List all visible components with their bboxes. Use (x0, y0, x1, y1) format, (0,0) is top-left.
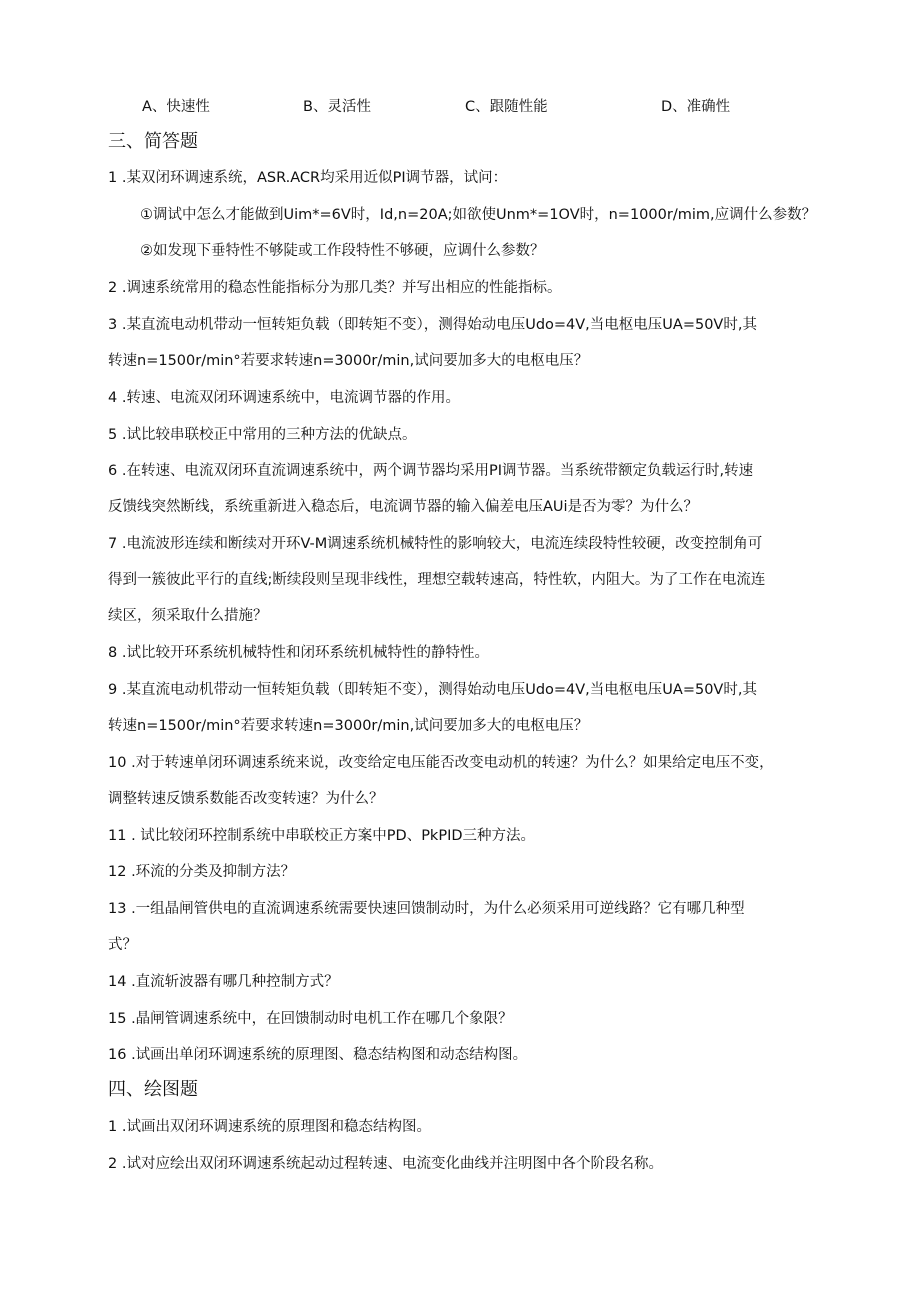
question-number: 14 (108, 974, 127, 990)
question-text: .试比较开环系统机械特性和闭环系统机械特性的静特性。 (121, 645, 489, 661)
question-9-line-2: 转速n=1500r∕min°若要求转速n=3000r∕min,试问要加多大的电枢电压？ (108, 718, 589, 734)
drawing-question-1 (108, 1117, 431, 1137)
question-10 (108, 753, 774, 773)
question-number: 12 (108, 864, 127, 880)
option-b-letter: B、 (303, 99, 328, 115)
option-a (142, 97, 210, 117)
question-10-line-2: 调整转速反馈系数能否改变转速？为什么？ (108, 791, 384, 807)
question-14 (108, 972, 339, 992)
option-c-text: 跟随性能 (489, 99, 548, 115)
question-text: .环流的分类及抑制方法？ (131, 864, 296, 880)
question-13 (108, 899, 745, 919)
question-number: 11 (108, 828, 127, 844)
drawing-question-2 (108, 1154, 663, 1174)
option-d-text: 准确性 (686, 99, 731, 115)
question-13-line-2: 式？ (108, 937, 137, 953)
question-9 (108, 680, 757, 700)
question-text: . 试比较闭环控制系统中串联校正方案中PD、PkPID三种方法。 (131, 828, 536, 844)
question-number: 16 (108, 1047, 127, 1063)
question-text: .直流斩波器有哪几种控制方式？ (131, 974, 339, 990)
question-7 (108, 534, 762, 554)
question-15 (108, 1009, 513, 1029)
question-number: 13 (108, 901, 127, 917)
question-number: 7 (108, 536, 118, 552)
question-number: 15 (108, 1011, 127, 1027)
question-3 (108, 315, 757, 335)
option-b-text: 灵活性 (327, 99, 371, 115)
question-text: .试比较串联校正中常用的三种方法的优缺点。 (121, 427, 417, 443)
question-2 (108, 278, 561, 298)
question-text: .转速、电流双闭环调速系统中，电流调节器的作用。 (121, 390, 460, 406)
question-16 (108, 1045, 527, 1065)
question-1 (108, 168, 507, 188)
question-number: 9 (108, 682, 118, 698)
question-1-sub-2: ②如发现下垂特性不够陡或工作段特性不够硬，应调什么参数？ (140, 243, 545, 259)
question-number: 1 (108, 1119, 118, 1135)
question-text: .试画出双闭环调速系统的原理图和稳态结构图。 (121, 1119, 431, 1135)
question-5 (108, 425, 416, 445)
question-text: .晶闸管调速系统中，在回馈制动时电机工作在哪几个象限？ (131, 1011, 513, 1027)
question-number: 1 (108, 170, 118, 186)
section-3-title: 三、简答题 (108, 131, 198, 152)
question-11 (108, 826, 535, 846)
option-a-letter: A、 (142, 99, 167, 115)
question-number: 8 (108, 645, 118, 661)
option-b (303, 97, 371, 117)
question-text: .一组晶闸管供电的直流调速系统需要快速回馈制动时，为什么必须采用可逆线路？它有哪几种型 (131, 901, 745, 917)
question-number: 6 (108, 463, 118, 479)
question-6 (108, 461, 753, 481)
question-1-sub-1: ①调试中怎么才能做到Uim*=6V时，Id,n=20A;如欲使Unm*=1OV时，n=1000r∕mim,应调什么参数？ (140, 207, 817, 223)
question-3-line-2: 转速n=1500r∕min°若要求转速n=3000r∕min,试问要加多大的电枢电压？ (108, 353, 589, 369)
question-text: .在转速、电流双闭环直流调速系统中，两个调节器均采用PI调节器。当系统带额定负载运行时,转速 (121, 463, 754, 479)
question-7-line-2: 得到一簇彼此平行的直线;断续段则呈现非线性，理想空载转速高，特性软，内阻大。为了工作在电流连 (108, 572, 766, 588)
option-d (661, 97, 730, 117)
question-text: .调速系统常用的稳态性能指标分为那几类？并写出相应的性能指标。 (121, 280, 562, 296)
question-8 (108, 643, 489, 663)
option-c-letter: C、 (465, 99, 490, 115)
question-number: 2 (108, 280, 118, 296)
question-number: 5 (108, 427, 118, 443)
question-text: .某直流电动机带动一恒转矩负载（即转矩不变），测得始动电压Udo=4V,当电枢电压UA=50V时,其 (121, 682, 757, 698)
question-text: .试对应绘出双闭环调速系统起动过程转速、电流变化曲线并注明图中各个阶段名称。 (121, 1156, 663, 1172)
question-text: .试画出单闭环调速系统的原理图、稳态结构图和动态结构图。 (131, 1047, 528, 1063)
question-7-line-3: 续区，须采取什么措施？ (108, 608, 268, 624)
question-number: 4 (108, 390, 118, 406)
section-4-title: 四、绘图题 (108, 1079, 198, 1100)
question-6-line-2: 反馈线突然断线，系统重新进入稳态后，电流调节器的输入偏差电压AUi是否为零？为什么？ (108, 499, 699, 515)
question-text: .某双闭环调速系统，ASR.ACR均采用近似PI调节器，试问： (121, 170, 508, 186)
question-number: 3 (108, 317, 118, 333)
option-c (465, 97, 548, 117)
question-text: .对于转速单闭环调速系统来说，改变给定电压能否改变电动机的转速？为什么？如果给定电压不变， (131, 755, 774, 771)
question-text: .电流波形连续和断续对开环V-M调速系统机械特性的影响较大，电流连续段特性较硬，改变控制角可 (121, 536, 763, 552)
question-text: .某直流电动机带动一恒转矩负载（即转矩不变），测得始动电压Udo=4V,当电枢电压UA=50V时,其 (121, 317, 757, 333)
question-number: 10 (108, 755, 127, 771)
question-number: 2 (108, 1156, 118, 1172)
option-a-text: 快速性 (166, 99, 210, 115)
option-d-letter: D、 (661, 99, 687, 115)
question-4 (108, 388, 460, 408)
question-12 (108, 862, 295, 882)
